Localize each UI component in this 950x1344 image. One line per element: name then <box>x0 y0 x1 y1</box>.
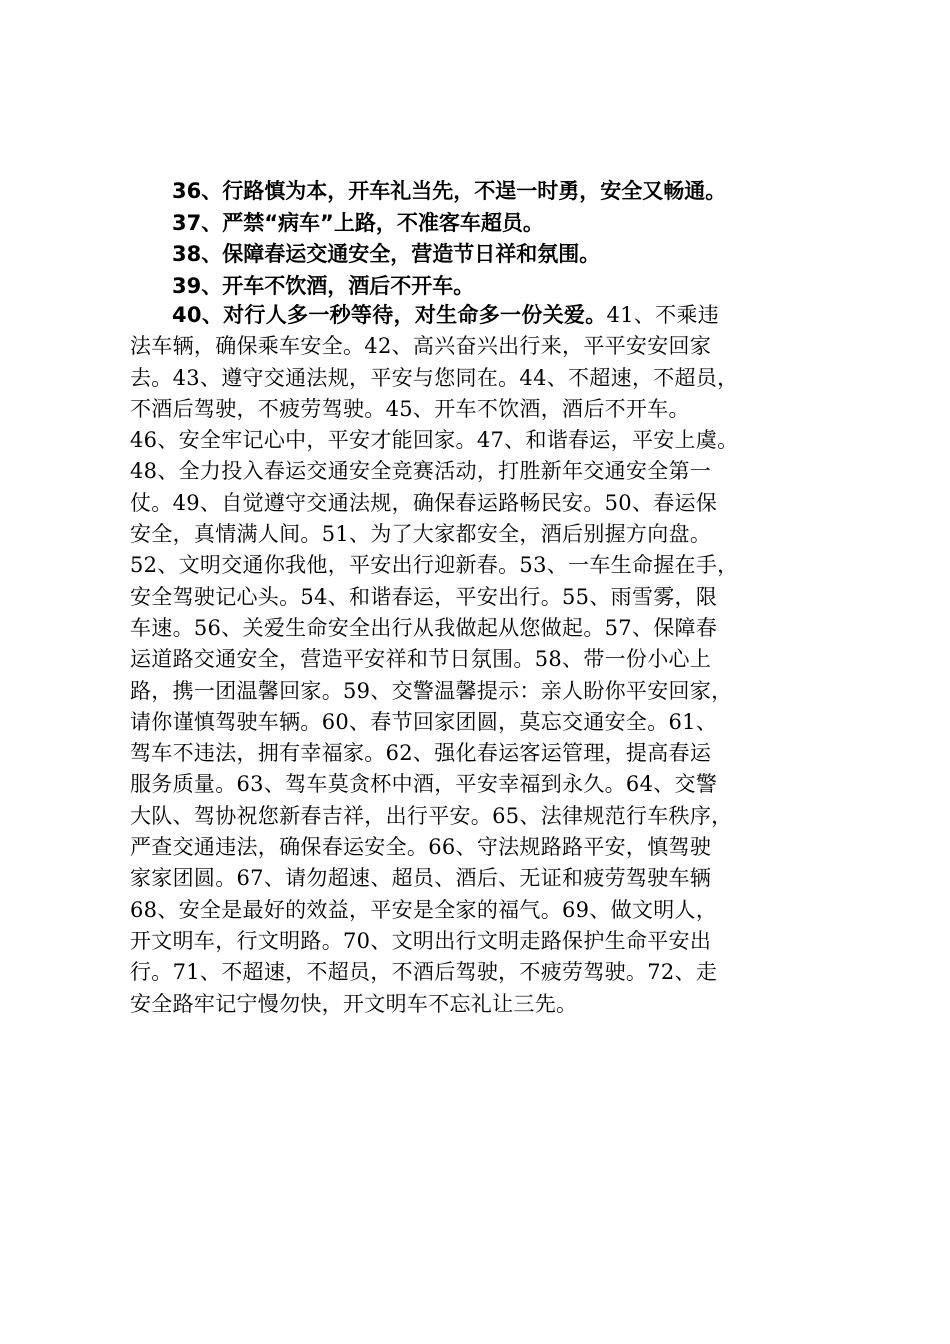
paragraph-line: 68、安全是最好的效益，平安是全家的福气。69、做文明人， <box>130 897 718 922</box>
slogan-line-36: 36、行路慎为本，开车礼当先，不逞一时勇，安全又畅通。 <box>172 179 727 203</box>
paragraph-line: 不酒后驾驶，不疲劳驾驶。45、开车不饮酒，酒后不开车。 <box>130 396 690 421</box>
paragraph-line: 安全驾驶记心头。54、和谐春运，平安出行。55、雨雪雾，限 <box>130 584 718 609</box>
paragraph-line: 行。71、不超速，不超员，不酒后驾驶，不疲劳驾驶。72、走 <box>130 960 718 985</box>
paragraph-line: 路，携一团温馨回家。59、交警温馨提示：亲人盼你平安回家， <box>130 678 733 703</box>
paragraph-line: 车速。56、关爱生命安全出行从我做起从您做起。57、保障春 <box>130 615 718 640</box>
slogan-line-37: 37、严禁“病车”上路，不准客车超员。 <box>172 210 544 235</box>
paragraph-line: 46、安全牢记心中，平安才能回家。47、和谐春运，平安上虞。 <box>130 428 739 453</box>
slogan-paragraph <box>130 300 830 1020</box>
paragraph-line: 开文明车，行文明路。70、文明出行文明走路保护生命平安出 <box>130 928 712 953</box>
paragraph-line: 去。43、遵守交通法规，平安与您同在。44、不超速，不超员， <box>130 365 739 390</box>
paragraph-line: 安全路牢记宁慢勿快，开文明车不忘礼让三先。 <box>130 991 578 1016</box>
slogan-line-39: 39、开车不饮酒，酒后不开车。 <box>172 273 475 298</box>
paragraph-first-line-rest: 41、不乘违 <box>606 303 720 327</box>
paragraph-line: 家家团圆。67、请勿超速、超员、酒后、无证和疲劳驾驶车辆 <box>130 866 712 891</box>
paragraph-line: 服务质量。63、驾车莫贪杯中酒，平安幸福到永久。64、交警 <box>130 772 718 797</box>
paragraph-line: 大队、驾协祝您新春吉祥，出行平安。65、法律规范行车秩序， <box>130 803 733 828</box>
paragraph-line: 驾车不违法，拥有幸福家。62、强化春运客运管理，提高春运 <box>130 741 712 766</box>
paragraph-line: 请你谨慎驾驶车辆。60、春节回家团圆，莫忘交通安全。61、 <box>130 709 718 734</box>
slogan-40-bold: 40、对行人多一秒等待，对生命多一份关爱。 <box>172 303 607 327</box>
paragraph-line: 严查交通违法，确保春运安全。66、守法规路路平安，慎驾驶 <box>130 835 712 860</box>
paragraph-line: 48、全力投入春运交通安全竞赛活动，打胜新年交通安全第一 <box>130 459 712 484</box>
paragraph-line: 52、文明交通你我他，平安出行迎新春。53、一车生命握在手， <box>130 553 739 578</box>
paragraph-first-line <box>130 300 830 331</box>
paragraph-line: 安全，真情满人间。51、为了大家都安全，酒后别握方向盘。 <box>130 522 712 547</box>
bold-slogan-list <box>130 176 850 302</box>
paragraph-line: 仗。49、自觉遵守交通法规，确保春运路畅民安。50、春运保 <box>130 490 718 515</box>
paragraph-line: 运道路交通安全，营造平安祥和节日氛围。58、带一份小心上 <box>130 647 712 672</box>
slogan-line-38: 38、保障春运交通安全，营造节日祥和氛围。 <box>172 242 601 266</box>
paragraph-line: 法车辆，确保乘车安全。42、高兴奋兴出行来，平平安安回家 <box>130 334 712 359</box>
